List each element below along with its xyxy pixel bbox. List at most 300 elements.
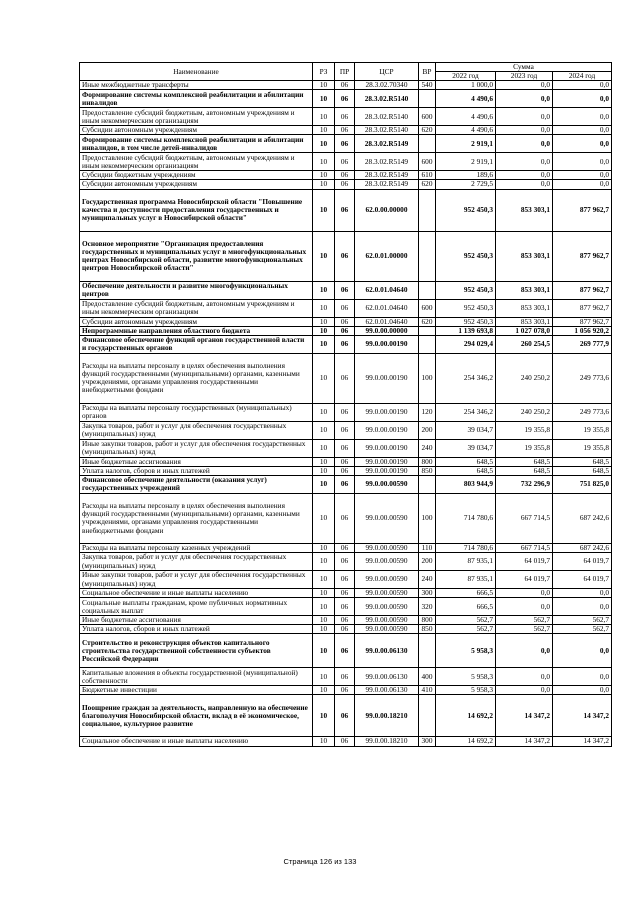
- row-amount-2023: 0,0: [496, 126, 553, 135]
- row-vr: 620: [419, 317, 436, 326]
- row-csr: 99.0.00.00000: [355, 326, 419, 335]
- row-rz: 10: [313, 81, 335, 90]
- table-row: [80, 634, 612, 668]
- row-csr: 28.3.02.R5140: [355, 126, 419, 135]
- row-csr: 99.0.00.00590: [355, 571, 419, 589]
- row-name: Субсидии бюджетным учреждениям: [80, 171, 313, 180]
- row-amount-2023: 14 347,2: [496, 695, 553, 737]
- table-row: [80, 625, 612, 634]
- row-name: Предоставление субсидий бюджетным, автономным учреждениям и иным некоммерческим организациям: [80, 153, 313, 171]
- row-amount-2024: 687 242,6: [553, 493, 612, 543]
- row-rz: 10: [313, 189, 335, 231]
- table-row: [80, 317, 612, 326]
- row-vr: 240: [419, 571, 436, 589]
- table-row: [80, 421, 612, 439]
- row-amount-2024: 19 355,8: [553, 439, 612, 457]
- row-rz: 10: [313, 695, 335, 737]
- row-amount-2023: 0,0: [496, 598, 553, 616]
- row-csr: 99.0.00.00590: [355, 625, 419, 634]
- row-vr: 850: [419, 466, 436, 475]
- row-rz: 10: [313, 737, 335, 746]
- row-amount-2023: 19 355,8: [496, 421, 553, 439]
- row-vr: 800: [419, 616, 436, 625]
- row-amount-2023: 0,0: [496, 90, 553, 108]
- row-amount-2023: 19 355,8: [496, 439, 553, 457]
- row-amount-2022: 648,5: [436, 466, 496, 475]
- row-rz: 10: [313, 668, 335, 686]
- table-row: [80, 281, 612, 299]
- row-amount-2024: 269 777,9: [553, 335, 612, 353]
- row-amount-2022: 952 450,3: [436, 189, 496, 231]
- row-vr: 600: [419, 108, 436, 126]
- row-name: Расходы на выплаты персоналу в целях обеспечения выполнения функций государственными (муниципальными) органами, казенными учреждениями, органами управления государственными внебюджетными фондами: [80, 493, 313, 543]
- row-pr: 06: [335, 90, 355, 108]
- row-name: Иные закупки товаров, работ и услуг для обеспечения государственных (муниципальных) нужд: [80, 439, 313, 457]
- row-name: Расходы на выплаты персоналу казенных учреждений: [80, 543, 313, 552]
- row-pr: 06: [335, 281, 355, 299]
- table-row: [80, 737, 612, 746]
- row-pr: 06: [335, 543, 355, 552]
- row-vr: [419, 475, 436, 493]
- row-amount-2024: 877 962,7: [553, 231, 612, 281]
- row-vr: [419, 189, 436, 231]
- row-amount-2023: 853 303,1: [496, 317, 553, 326]
- row-amount-2022: 1 139 693,8: [436, 326, 496, 335]
- row-name: Социальное обеспечение и иные выплаты населению: [80, 589, 313, 598]
- row-pr: 06: [335, 686, 355, 695]
- row-amount-2022: 4 490,6: [436, 108, 496, 126]
- row-amount-2022: 1 000,0: [436, 81, 496, 90]
- row-vr: 100: [419, 493, 436, 543]
- row-amount-2023: 648,5: [496, 457, 553, 466]
- row-vr: [419, 695, 436, 737]
- row-amount-2024: 249 773,6: [553, 403, 612, 421]
- row-amount-2022: 2 729,5: [436, 180, 496, 189]
- row-pr: 06: [335, 171, 355, 180]
- row-pr: 06: [335, 475, 355, 493]
- row-name: Иные бюджетные ассигнования: [80, 457, 313, 466]
- row-csr: 99.0.00.00190: [355, 457, 419, 466]
- row-amount-2024: 14 347,2: [553, 695, 612, 737]
- row-amount-2023: 14 347,2: [496, 737, 553, 746]
- row-amount-2024: 0,0: [553, 81, 612, 90]
- row-vr: 320: [419, 598, 436, 616]
- row-amount-2022: 5 958,3: [436, 634, 496, 668]
- row-pr: 06: [335, 189, 355, 231]
- row-csr: 99.0.00.00190: [355, 403, 419, 421]
- budget-table: [79, 62, 612, 747]
- table-row: [80, 553, 612, 571]
- row-pr: 06: [335, 231, 355, 281]
- row-amount-2023: 0,0: [496, 108, 553, 126]
- row-amount-2024: 0,0: [553, 180, 612, 189]
- row-rz: 10: [313, 126, 335, 135]
- row-name: Иные бюджетные ассигнования: [80, 616, 313, 625]
- row-amount-2024: 249 773,6: [553, 353, 612, 403]
- row-name: Обеспечение деятельности и развитие многофункциональных центров: [80, 281, 313, 299]
- row-pr: 06: [335, 457, 355, 466]
- row-csr: 28.3.02.R5149: [355, 153, 419, 171]
- row-amount-2023: 240 250,2: [496, 403, 553, 421]
- row-vr: 600: [419, 153, 436, 171]
- row-name: Финансовое обеспечение деятельности (оказания услуг) государственных учреждений: [80, 475, 313, 493]
- row-vr: 610: [419, 171, 436, 180]
- row-vr: [419, 231, 436, 281]
- row-vr: 800: [419, 457, 436, 466]
- row-vr: 620: [419, 126, 436, 135]
- row-pr: 06: [335, 135, 355, 153]
- row-amount-2023: 0,0: [496, 180, 553, 189]
- row-pr: 06: [335, 616, 355, 625]
- row-amount-2024: 0,0: [553, 108, 612, 126]
- row-amount-2022: 714 780,6: [436, 493, 496, 543]
- table-row: [80, 457, 612, 466]
- table-row: [80, 189, 612, 231]
- row-csr: 62.0.01.00000: [355, 231, 419, 281]
- table-row: [80, 616, 612, 625]
- header-year-2023: 2023 год: [496, 72, 553, 81]
- row-amount-2022: 952 450,3: [436, 281, 496, 299]
- table-row: [80, 571, 612, 589]
- table-row: [80, 326, 612, 335]
- row-pr: 06: [335, 571, 355, 589]
- row-amount-2022: 952 450,3: [436, 231, 496, 281]
- row-rz: 10: [313, 153, 335, 171]
- row-vr: 400: [419, 668, 436, 686]
- row-amount-2024: 64 019,7: [553, 553, 612, 571]
- row-pr: 06: [335, 589, 355, 598]
- row-csr: 99.0.00.00590: [355, 543, 419, 552]
- table-row: [80, 439, 612, 457]
- table-row: [80, 493, 612, 543]
- row-amount-2024: 877 962,7: [553, 317, 612, 326]
- row-amount-2024: 562,7: [553, 616, 612, 625]
- row-vr: 410: [419, 686, 436, 695]
- table-row: [80, 543, 612, 552]
- row-amount-2022: 666,5: [436, 589, 496, 598]
- row-name: Социальное обеспечение и иные выплаты населению: [80, 737, 313, 746]
- row-csr: 99.0.00.00190: [355, 353, 419, 403]
- row-rz: 10: [313, 353, 335, 403]
- row-amount-2022: 952 450,3: [436, 299, 496, 317]
- table-row: [80, 153, 612, 171]
- row-amount-2023: 0,0: [496, 81, 553, 90]
- row-amount-2024: 648,5: [553, 466, 612, 475]
- row-name: Предоставление субсидий бюджетным, автономным учреждениям и иным некоммерческим организациям: [80, 108, 313, 126]
- row-amount-2023: 562,7: [496, 625, 553, 634]
- row-name: Расходы на выплаты персоналу в целях обеспечения выполнения функций государственными (муниципальными) органами, казенными учреждениями, органами управления государственными внебюджетными фондами: [80, 353, 313, 403]
- row-amount-2023: 0,0: [496, 668, 553, 686]
- row-rz: 10: [313, 625, 335, 634]
- row-rz: 10: [313, 171, 335, 180]
- row-amount-2024: 19 355,8: [553, 421, 612, 439]
- row-vr: 110: [419, 543, 436, 552]
- row-csr: 99.0.00.00590: [355, 475, 419, 493]
- row-csr: 99.0.00.18210: [355, 695, 419, 737]
- row-amount-2022: 648,5: [436, 457, 496, 466]
- row-rz: 10: [313, 598, 335, 616]
- row-rz: 10: [313, 231, 335, 281]
- row-name: Закупка товаров, работ и услуг для обеспечения государственных (муниципальных) нужд: [80, 421, 313, 439]
- row-csr: 99.0.00.00590: [355, 553, 419, 571]
- table-row: [80, 403, 612, 421]
- row-name: Бюджетные инвестиции: [80, 686, 313, 695]
- row-pr: 06: [335, 299, 355, 317]
- row-vr: 100: [419, 353, 436, 403]
- row-rz: 10: [313, 135, 335, 153]
- table-row: [80, 475, 612, 493]
- row-name: Субсидии автономным учреждениям: [80, 180, 313, 189]
- row-amount-2023: 0,0: [496, 589, 553, 598]
- row-pr: 06: [335, 335, 355, 353]
- row-pr: 06: [335, 108, 355, 126]
- table-row: [80, 299, 612, 317]
- row-vr: 200: [419, 421, 436, 439]
- row-amount-2023: 240 250,2: [496, 353, 553, 403]
- row-amount-2023: 732 296,9: [496, 475, 553, 493]
- table-row: [80, 589, 612, 598]
- row-csr: 99.0.00.06130: [355, 634, 419, 668]
- row-rz: 10: [313, 543, 335, 552]
- row-pr: 06: [335, 439, 355, 457]
- row-amount-2023: 64 019,7: [496, 571, 553, 589]
- row-amount-2022: 39 034,7: [436, 439, 496, 457]
- page-number: Страница 126 из 133: [283, 857, 357, 866]
- row-name: Государственная программа Новосибирской области "Повышение качества и доступности предоставления государственных и муниципальных услуг в Новосибирской области": [80, 189, 313, 231]
- table-row: [80, 353, 612, 403]
- row-amount-2023: 0,0: [496, 634, 553, 668]
- row-name: Уплата налогов, сборов и иных платежей: [80, 625, 313, 634]
- row-rz: 10: [313, 403, 335, 421]
- row-name: Капитальные вложения в объекты государственной (муниципальной) собственности: [80, 668, 313, 686]
- table-row: [80, 466, 612, 475]
- row-amount-2023: 853 303,1: [496, 281, 553, 299]
- row-csr: 62.0.01.04640: [355, 317, 419, 326]
- row-vr: [419, 281, 436, 299]
- row-vr: [419, 90, 436, 108]
- row-name: Субсидии автономным учреждениям: [80, 126, 313, 135]
- row-rz: 10: [313, 475, 335, 493]
- row-vr: [419, 335, 436, 353]
- row-amount-2023: 0,0: [496, 135, 553, 153]
- row-amount-2024: 877 962,7: [553, 299, 612, 317]
- row-name: Иные закупки товаров, работ и услуг для обеспечения государственных (муниципальных) нужд: [80, 571, 313, 589]
- row-pr: 06: [335, 553, 355, 571]
- table-row: [80, 108, 612, 126]
- row-csr: 99.0.00.00590: [355, 589, 419, 598]
- header-vr: ВР: [419, 63, 436, 81]
- table-row: [80, 695, 612, 737]
- row-amount-2022: 2 919,1: [436, 153, 496, 171]
- row-amount-2022: 87 935,1: [436, 553, 496, 571]
- row-amount-2023: 260 254,5: [496, 335, 553, 353]
- header-rz: РЗ: [313, 63, 335, 81]
- row-amount-2023: 667 714,5: [496, 543, 553, 552]
- row-pr: 06: [335, 466, 355, 475]
- row-pr: 06: [335, 598, 355, 616]
- row-amount-2023: 853 303,1: [496, 299, 553, 317]
- row-name: Непрограммные направления областного бюджета: [80, 326, 313, 335]
- row-rz: 10: [313, 335, 335, 353]
- row-csr: 99.0.00.00190: [355, 439, 419, 457]
- row-rz: 10: [313, 281, 335, 299]
- row-amount-2022: 2 919,1: [436, 135, 496, 153]
- row-pr: 06: [335, 421, 355, 439]
- row-amount-2023: 1 027 078,0: [496, 326, 553, 335]
- header-csr: ЦСР: [355, 63, 419, 81]
- row-name: Расходы на выплаты персоналу государственных (муниципальных) органов: [80, 403, 313, 421]
- row-rz: 10: [313, 466, 335, 475]
- row-csr: 99.0.00.00590: [355, 598, 419, 616]
- row-name: Финансовое обеспечение функций органов государственной власти и государственных органов: [80, 335, 313, 353]
- row-amount-2024: 0,0: [553, 90, 612, 108]
- row-amount-2024: 14 347,2: [553, 737, 612, 746]
- row-amount-2022: 952 450,3: [436, 317, 496, 326]
- row-pr: 06: [335, 737, 355, 746]
- row-name: Уплата налогов, сборов и иных платежей: [80, 466, 313, 475]
- row-pr: 06: [335, 634, 355, 668]
- row-amount-2024: 0,0: [553, 171, 612, 180]
- row-rz: 10: [313, 421, 335, 439]
- row-amount-2024: 0,0: [553, 668, 612, 686]
- row-csr: 28.3.02.R5149: [355, 135, 419, 153]
- row-vr: 620: [419, 180, 436, 189]
- row-rz: 10: [313, 493, 335, 543]
- table-row: [80, 180, 612, 189]
- row-amount-2022: 254 346,2: [436, 403, 496, 421]
- row-amount-2022: 189,6: [436, 171, 496, 180]
- row-pr: 06: [335, 317, 355, 326]
- header-year-2022: 2022 год: [436, 72, 496, 81]
- row-amount-2022: 4 490,6: [436, 90, 496, 108]
- row-name: Формирование системы комплексной реабилитации и абилитации инвалидов, в том числе детей-инвалидов: [80, 135, 313, 153]
- row-amount-2024: 0,0: [553, 589, 612, 598]
- row-amount-2023: 0,0: [496, 153, 553, 171]
- row-csr: 28.3.02.R5149: [355, 180, 419, 189]
- row-amount-2022: 294 029,4: [436, 335, 496, 353]
- row-amount-2024: 0,0: [553, 126, 612, 135]
- row-amount-2024: 0,0: [553, 153, 612, 171]
- row-amount-2024: 0,0: [553, 598, 612, 616]
- row-pr: 06: [335, 668, 355, 686]
- row-name: Иные межбюджетные трансферты: [80, 81, 313, 90]
- header-sum: Сумма: [436, 63, 612, 72]
- row-amount-2022: 14 692,2: [436, 695, 496, 737]
- row-vr: 200: [419, 553, 436, 571]
- row-amount-2022: 714 780,6: [436, 543, 496, 552]
- row-rz: 10: [313, 686, 335, 695]
- row-vr: 240: [419, 439, 436, 457]
- row-rz: 10: [313, 108, 335, 126]
- row-csr: 99.0.00.00190: [355, 421, 419, 439]
- row-amount-2022: 5 958,3: [436, 668, 496, 686]
- row-pr: 06: [335, 493, 355, 543]
- table-row: [80, 90, 612, 108]
- row-amount-2022: 14 692,2: [436, 737, 496, 746]
- row-csr: 99.0.00.00590: [355, 616, 419, 625]
- row-pr: 06: [335, 326, 355, 335]
- row-name: Основное мероприятие "Организация предоставления государственных и муниципальных услуг в многофункциональных центрах Новосибирской области, развитие многофункциональных центров Новосибирской области": [80, 231, 313, 281]
- row-csr: 99.0.00.06130: [355, 668, 419, 686]
- table-row: [80, 668, 612, 686]
- row-amount-2024: 0,0: [553, 135, 612, 153]
- row-vr: 120: [419, 403, 436, 421]
- table-body: [80, 81, 612, 746]
- row-vr: [419, 326, 436, 335]
- table-row: [80, 335, 612, 353]
- row-csr: 62.0.01.04640: [355, 281, 419, 299]
- header-year-2024: 2024 год: [553, 72, 612, 81]
- row-vr: 850: [419, 625, 436, 634]
- row-amount-2024: 648,5: [553, 457, 612, 466]
- table-row: [80, 126, 612, 135]
- row-amount-2023: 667 714,5: [496, 493, 553, 543]
- row-pr: 06: [335, 126, 355, 135]
- row-csr: 99.0.00.00590: [355, 493, 419, 543]
- row-vr: 540: [419, 81, 436, 90]
- row-pr: 06: [335, 695, 355, 737]
- row-csr: 99.0.00.18210: [355, 737, 419, 746]
- table-header: [80, 63, 612, 81]
- row-vr: 300: [419, 737, 436, 746]
- row-name: Социальные выплаты гражданам, кроме публичных нормативных социальных выплат: [80, 598, 313, 616]
- row-amount-2023: 853 303,1: [496, 189, 553, 231]
- row-amount-2024: 687 242,6: [553, 543, 612, 552]
- row-amount-2022: 254 346,2: [436, 353, 496, 403]
- row-csr: 28.3.02.R5140: [355, 108, 419, 126]
- row-amount-2024: 562,7: [553, 625, 612, 634]
- row-rz: 10: [313, 299, 335, 317]
- table-row: [80, 171, 612, 180]
- row-vr: [419, 135, 436, 153]
- row-csr: 62.0.00.00000: [355, 189, 419, 231]
- row-amount-2024: 751 825,0: [553, 475, 612, 493]
- row-rz: 10: [313, 90, 335, 108]
- row-amount-2024: 0,0: [553, 686, 612, 695]
- row-vr: 600: [419, 299, 436, 317]
- row-pr: 06: [335, 403, 355, 421]
- row-pr: 06: [335, 180, 355, 189]
- row-csr: 28.3.02.70340: [355, 81, 419, 90]
- row-csr: 28.3.02.R5140: [355, 90, 419, 108]
- row-amount-2022: 39 034,7: [436, 421, 496, 439]
- row-name: Субсидии автономным учреждениям: [80, 317, 313, 326]
- row-rz: 10: [313, 439, 335, 457]
- row-amount-2022: 4 490,6: [436, 126, 496, 135]
- row-pr: 06: [335, 81, 355, 90]
- row-amount-2023: 0,0: [496, 171, 553, 180]
- row-csr: 62.0.01.04640: [355, 299, 419, 317]
- header-name: Наименование: [80, 63, 313, 81]
- row-amount-2024: 0,0: [553, 634, 612, 668]
- row-rz: 10: [313, 180, 335, 189]
- row-vr: [419, 634, 436, 668]
- row-vr: 300: [419, 589, 436, 598]
- row-amount-2023: 562,7: [496, 616, 553, 625]
- row-amount-2022: 562,7: [436, 616, 496, 625]
- header-pr: ПР: [335, 63, 355, 81]
- row-amount-2023: 853 303,1: [496, 231, 553, 281]
- row-amount-2024: 877 962,7: [553, 281, 612, 299]
- row-name: Закупка товаров, работ и услуг для обеспечения государственных (муниципальных) нужд: [80, 553, 313, 571]
- row-name: Предоставление субсидий бюджетным, автономным учреждениям и иным некоммерческим организациям: [80, 299, 313, 317]
- row-amount-2023: 648,5: [496, 466, 553, 475]
- row-amount-2022: 803 944,9: [436, 475, 496, 493]
- row-rz: 10: [313, 616, 335, 625]
- row-amount-2022: 5 958,3: [436, 686, 496, 695]
- row-rz: 10: [313, 326, 335, 335]
- row-csr: 99.0.00.00190: [355, 335, 419, 353]
